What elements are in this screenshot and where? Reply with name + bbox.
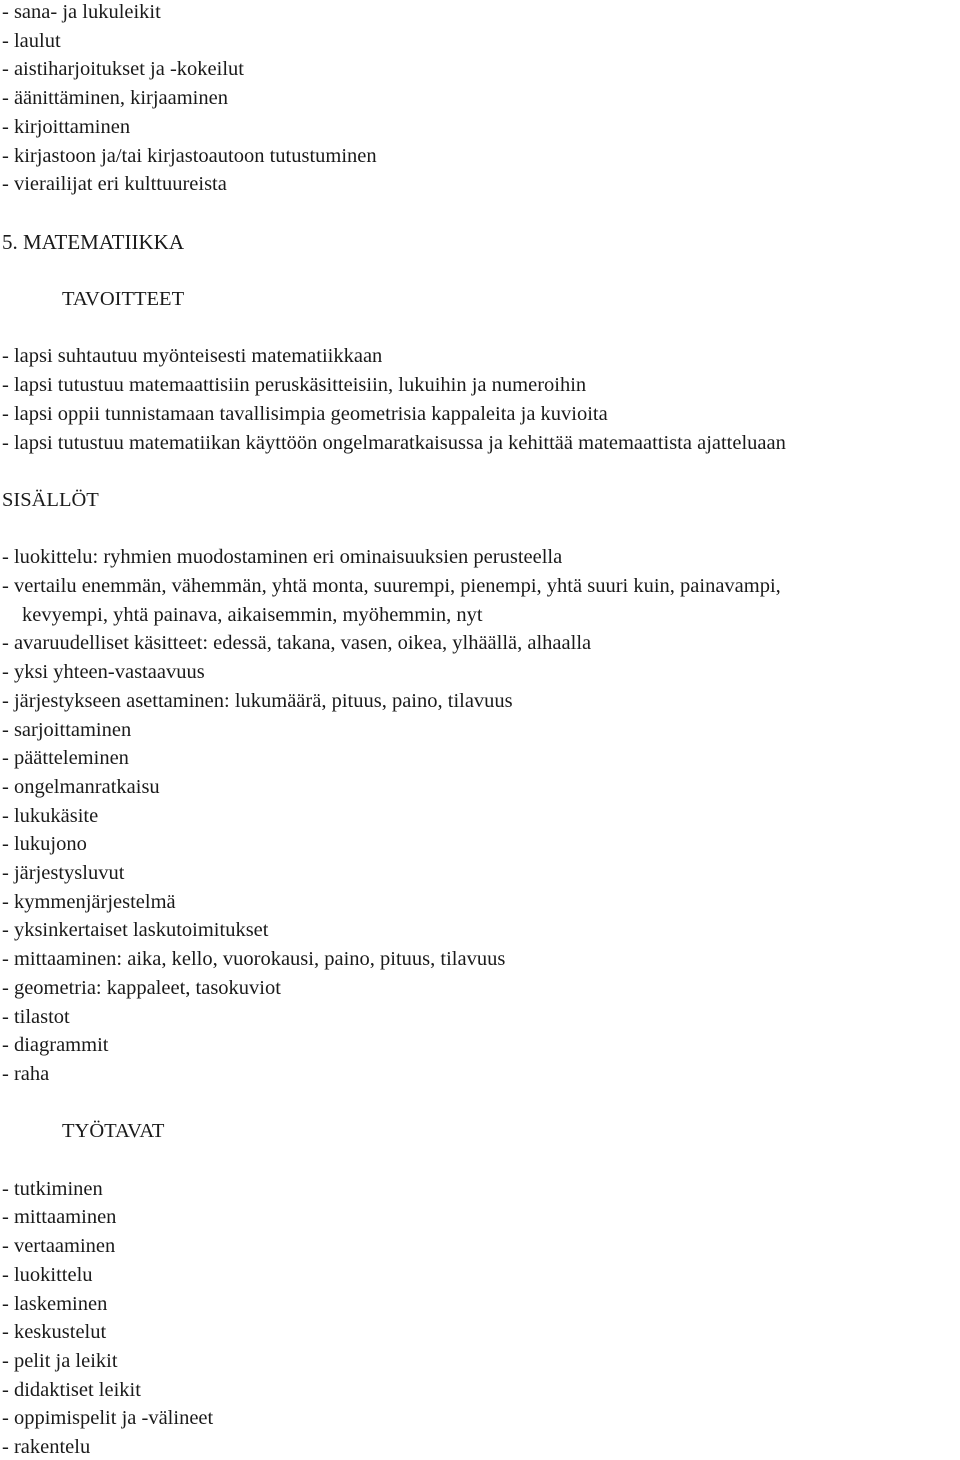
list-item: - sana- ja lukuleikit — [2, 1, 161, 23]
list-item: - lukukäsite — [2, 804, 99, 827]
list-item: - lapsi tutustuu matemaattisiin peruskäsitteisiin, lukuihin ja numeroihin — [2, 374, 587, 397]
list-item: - lukujono — [2, 833, 87, 856]
list-item: - lapsi oppii tunnistamaan tavallisimpia geometrisia kappaleita ja kuvioita — [2, 402, 608, 425]
list-item: - pelit ja leikit — [2, 1349, 118, 1372]
list-item: - kymmenjärjestelmä — [2, 890, 176, 913]
list-item: - lapsi tutustuu matematiikan käyttöön ongelmaratkaisussa ja kehittää matemaattista ajatteluaan — [2, 431, 786, 454]
list-item: - vertailu enemmän, vähemmän, yhtä monta, suurempi, pienempi, yhtä suuri kuin, painavampi, — [2, 575, 781, 597]
list-item: - vertaaminen — [2, 1235, 116, 1258]
list-item: - didaktiset leikit — [2, 1378, 141, 1401]
list-item: - luokittelu — [2, 1263, 93, 1286]
list-item: - oppimispelit ja -välineet — [2, 1407, 214, 1430]
list-item: - laulut — [2, 29, 61, 52]
list-item: - mittaaminen — [2, 1206, 117, 1229]
list-item: - diagrammit — [2, 1034, 109, 1057]
list-item: - tutkiminen — [2, 1177, 103, 1200]
list-item: - äänittäminen, kirjaaminen — [2, 87, 228, 110]
list-item: - vierailijat eri kulttuureista — [2, 173, 227, 196]
list-item: - mittaaminen: aika, kello, vuorokausi, paino, pituus, tilavuus — [2, 948, 506, 971]
list-item: - tilastot — [2, 1005, 70, 1028]
list-item: - yksinkertaiset laskutoimitukset — [2, 919, 269, 942]
list-item: - kirjastoon ja/tai kirjastoautoon tutustuminen — [2, 144, 377, 167]
list-item-continuation: kevyempi, yhtä painava, aikaisemmin, myöhemmin, nyt — [22, 603, 483, 626]
list-item: - lapsi suhtautuu myönteisesti matematiikkaan — [2, 345, 383, 368]
list-item: - raha — [2, 1062, 50, 1085]
list-item: - aistiharjoitukset ja -kokeilut — [2, 58, 244, 81]
list-item: - sarjoittaminen — [2, 718, 132, 741]
list-item: - järjestysluvut — [2, 862, 125, 884]
methods-heading: TYÖTAVAT — [62, 1120, 165, 1143]
contents-heading: SISÄLLÖT — [2, 488, 99, 511]
list-item: - päätteleminen — [2, 747, 129, 770]
list-item: - luokittelu: ryhmien muodostaminen eri ominaisuuksien perusteella — [2, 546, 563, 569]
list-item: - yksi yhteen-vastaavuus — [2, 661, 205, 684]
list-item: - keskustelut — [2, 1321, 107, 1344]
list-item: - ongelmanratkaisu — [2, 775, 160, 798]
list-item: - avaruudelliset käsitteet: edessä, takana, vasen, oikea, ylhäällä, alhaalla — [2, 632, 592, 655]
list-item: - geometria: kappaleet, tasokuviot — [2, 976, 281, 999]
list-item: - kirjoittaminen — [2, 115, 131, 138]
section-title: 5. MATEMATIIKKA — [2, 229, 184, 254]
list-item: - järjestykseen asettaminen: lukumäärä, pituus, paino, tilavuus — [2, 689, 513, 712]
goals-heading: TAVOITTEET — [62, 288, 185, 310]
list-item: - rakentelu — [2, 1436, 91, 1458]
list-item: - laskeminen — [2, 1292, 108, 1315]
